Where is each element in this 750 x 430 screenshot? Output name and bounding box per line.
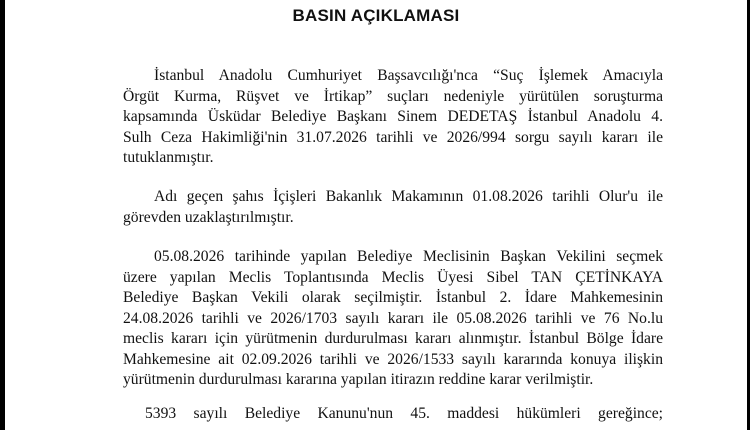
paragraph-1-line-1: İstanbul Anadolu Cumhuriyet Başsavcılığı'nca “Suç İşlemek Amacıyla (154, 67, 663, 84)
paragraph-3-line-7: yürütmenin durdurulması kararına yapılan itirazın reddine karar verilmiştir. (123, 371, 594, 388)
document-title: BASIN AÇIKLAMASI (292, 6, 460, 25)
paragraph-2-line-2: görevden uzaklaştırılmıştır. (123, 208, 294, 226)
paragraph-3 (123, 247, 663, 391)
paragraph-1-line-3: kapsamında Üsküdar Belediye Başkanı Sinem DEDETAŞ İstanbul Anadolu 4. (123, 108, 663, 125)
paragraph-1-line-5: tutuklanmıştır. (123, 149, 214, 166)
paragraph-1-line-4: Sulh Ceza Hakimliği'nin 31.07.2026 tarihli ve 2026/994 sorgu sayılı kararı ile (123, 128, 663, 146)
paragraph-3-line-1: 05.08.2026 tarihinde yapılan Belediye Meclisinin Başkan Vekilini seçmek (154, 248, 663, 265)
document-page (5, 0, 747, 430)
paragraph-4 (123, 404, 663, 425)
paragraph-1 (123, 66, 663, 169)
paragraph-3-line-5: meclis kararı için yürütmenin durdurulması kararı alınmıştır. İstanbul Bölge İdare (123, 330, 663, 347)
paragraph-3-line-4: 24.08.2026 tarihli ve 2026/1703 sayılı kararı ile 05.08.2026 tarihli ve 76 No.lu (123, 309, 663, 327)
paragraph-1-line-2: Örgüt Kurma, Rüşvet ve İrtikap” suçları nedeniyle yürütülen soruşturma (123, 87, 663, 105)
paragraph-2-line-1: Adı geçen şahıs İçişleri Bakanlık Makamının 01.08.2026 tarihli Olur'u ile (154, 188, 663, 205)
paragraph-4-line-1: 5393 sayılı Belediye Kanunu'nun 45. maddesi hükümleri gereğince; (145, 405, 663, 422)
paragraph-3-line-6: Mahkemesine ait 02.09.2026 tarihli ve 2026/1533 sayılı kararında konuya ilişkin (123, 350, 663, 368)
paragraph-3-line-3: Belediye Başkan Vekili olarak seçilmiştir. İstanbul 2. İdare Mahkemesinin (123, 289, 663, 306)
paragraph-2 (123, 187, 663, 228)
paragraph-3-line-2: üzere yapılan Meclis Toplantısında Meclis Üyesi Sibel TAN ÇETİNKAYA (123, 268, 663, 286)
